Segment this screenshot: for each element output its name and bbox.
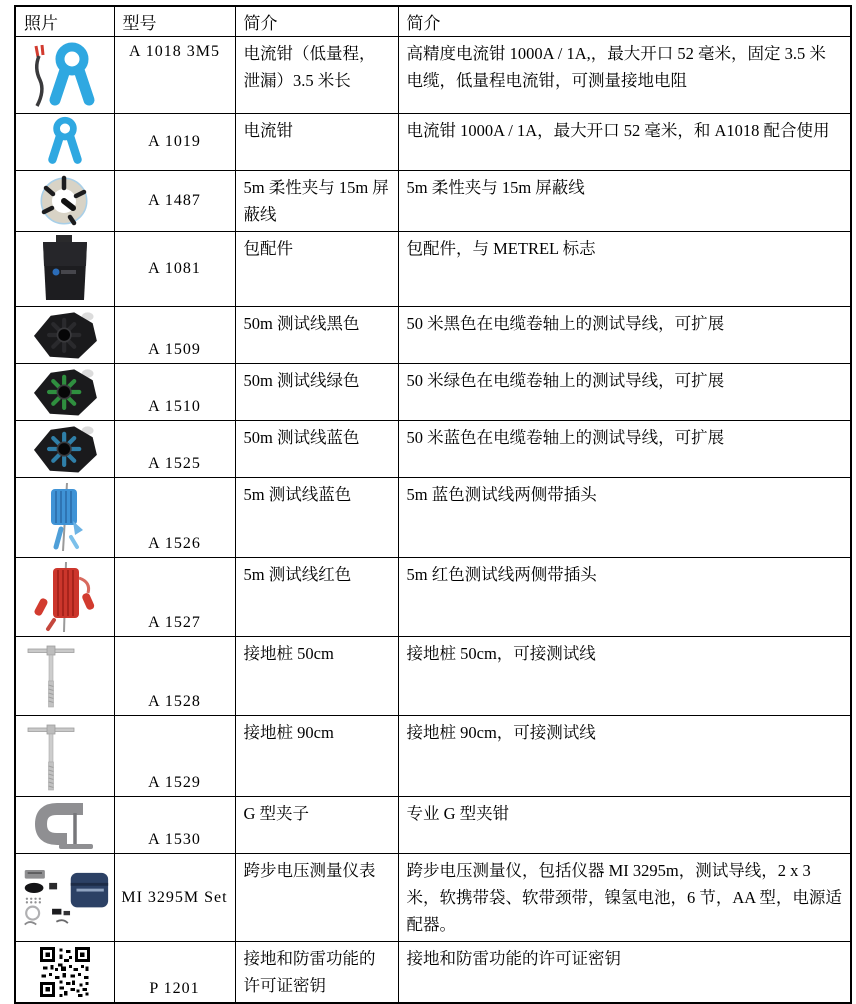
table-row	[15, 637, 851, 716]
intro-cell: 5m 柔性夹与 15m 屏蔽线	[235, 171, 398, 232]
model-cell: A 1525	[114, 421, 235, 478]
model-cell: A 1487	[114, 171, 235, 232]
earth-stake-photo	[24, 722, 88, 794]
table-row	[15, 854, 851, 942]
cable-reel-green-photo	[26, 366, 104, 418]
earth-stake-photo	[24, 643, 88, 711]
desc-cell: 5m 红色测试线两侧带插头	[398, 558, 851, 637]
model-cell: MI 3295M Set	[114, 854, 235, 942]
desc-cell: 高精度电流钳 1000A / 1A,，最大开口 52 毫米，固定 3.5 米电缆，低量程电流钳，可测量接地电阻	[398, 37, 851, 114]
model-cell: A 1530	[114, 797, 235, 854]
desc-cell: 50 米黑色在电缆卷轴上的测试导线，可扩展	[398, 307, 851, 364]
intro-cell: 50m 测试线蓝色	[235, 421, 398, 478]
header-model: 型号	[114, 6, 235, 37]
intro-cell: 跨步电压测量仪表	[235, 854, 398, 942]
desc-cell: 包配件，与 METREL 标志	[398, 232, 851, 307]
photo-cell	[15, 942, 114, 1004]
intro-cell: 50m 测试线黑色	[235, 307, 398, 364]
intro-cell: G 型夹子	[235, 797, 398, 854]
cable-reel-blue-photo	[26, 423, 104, 475]
table-row	[15, 307, 851, 364]
photo-cell	[15, 478, 114, 558]
model-cell: A 1018 3M5	[114, 37, 235, 114]
photo-cell	[15, 854, 114, 942]
desc-cell: 接地桩 90cm，可接测试线	[398, 716, 851, 797]
model-cell: A 1527	[114, 558, 235, 637]
desc-cell: 50 米绿色在电缆卷轴上的测试导线，可扩展	[398, 364, 851, 421]
header-desc: 简介	[398, 6, 851, 37]
table-row	[15, 364, 851, 421]
model-cell: A 1081	[114, 232, 235, 307]
desc-cell: 跨步电压测量仪，包括仪器 MI 3295m，测试导线，2 x 3 米，软携带袋、软带颈带，镍氢电池，6 节，AA 型，电源适配器。	[398, 854, 851, 942]
product-table	[14, 5, 852, 1004]
intro-cell: 电流钳（低量程，泄漏）3.5 米长	[235, 37, 398, 114]
photo-cell	[15, 232, 114, 307]
photo-cell	[15, 421, 114, 478]
photo-cell	[15, 716, 114, 797]
desc-cell: 接地和防雷功能的许可证密钥	[398, 942, 851, 1004]
intro-cell: 50m 测试线绿色	[235, 364, 398, 421]
model-cell: A 1019	[114, 114, 235, 171]
model-cell: A 1509	[114, 307, 235, 364]
table-row	[15, 558, 851, 637]
header-intro: 简介	[235, 6, 398, 37]
photo-cell	[15, 307, 114, 364]
instrument-set-photo	[19, 863, 111, 933]
carry-bag-photo	[34, 234, 96, 304]
photo-cell	[15, 364, 114, 421]
table-row	[15, 797, 851, 854]
model-cell: A 1526	[114, 478, 235, 558]
table-row	[15, 171, 851, 232]
table-row	[15, 232, 851, 307]
photo-cell	[15, 171, 114, 232]
intro-cell: 包配件	[235, 232, 398, 307]
model-cell: A 1510	[114, 364, 235, 421]
intro-cell: 接地桩 90cm	[235, 716, 398, 797]
intro-cell: 电流钳	[235, 114, 398, 171]
table-row	[15, 942, 851, 1004]
coiled-cable-photo	[22, 175, 108, 227]
intro-cell: 接地桩 50cm	[235, 637, 398, 716]
photo-cell	[15, 797, 114, 854]
qr-code-photo	[40, 947, 90, 997]
test-lead-blue-photo	[37, 481, 93, 555]
desc-cell: 专业 G 型夹钳	[398, 797, 851, 854]
table-row	[15, 421, 851, 478]
desc-cell: 5m 柔性夹与 15m 屏蔽线	[398, 171, 851, 232]
model-cell: P 1201	[114, 942, 235, 1004]
photo-cell	[15, 37, 114, 114]
model-cell: A 1528	[114, 637, 235, 716]
table-row	[15, 114, 851, 171]
intro-cell: 5m 测试线蓝色	[235, 478, 398, 558]
desc-cell: 50 米蓝色在电缆卷轴上的测试导线，可扩展	[398, 421, 851, 478]
g-clamp-photo	[23, 799, 107, 851]
table-row	[15, 37, 851, 114]
header-photo: 照片	[15, 6, 114, 37]
cable-reel-black-photo	[26, 309, 104, 361]
photo-cell	[15, 114, 114, 171]
photo-cell	[15, 637, 114, 716]
photo-cell	[15, 558, 114, 637]
intro-cell: 5m 测试线红色	[235, 558, 398, 637]
desc-cell: 5m 蓝色测试线两侧带插头	[398, 478, 851, 558]
clamp-meter-photo	[39, 116, 91, 168]
desc-cell: 电流钳 1000A / 1A，最大开口 52 毫米，和 A1018 配合使用	[398, 114, 851, 171]
header-row	[15, 6, 851, 37]
intro-cell: 接地和防雷功能的许可证密钥	[235, 942, 398, 1004]
test-lead-red-photo	[32, 560, 98, 634]
table-row	[15, 478, 851, 558]
clamp-meter-with-cable-photo	[26, 40, 104, 110]
model-cell: A 1529	[114, 716, 235, 797]
table-row	[15, 716, 851, 797]
desc-cell: 接地桩 50cm，可接测试线	[398, 637, 851, 716]
